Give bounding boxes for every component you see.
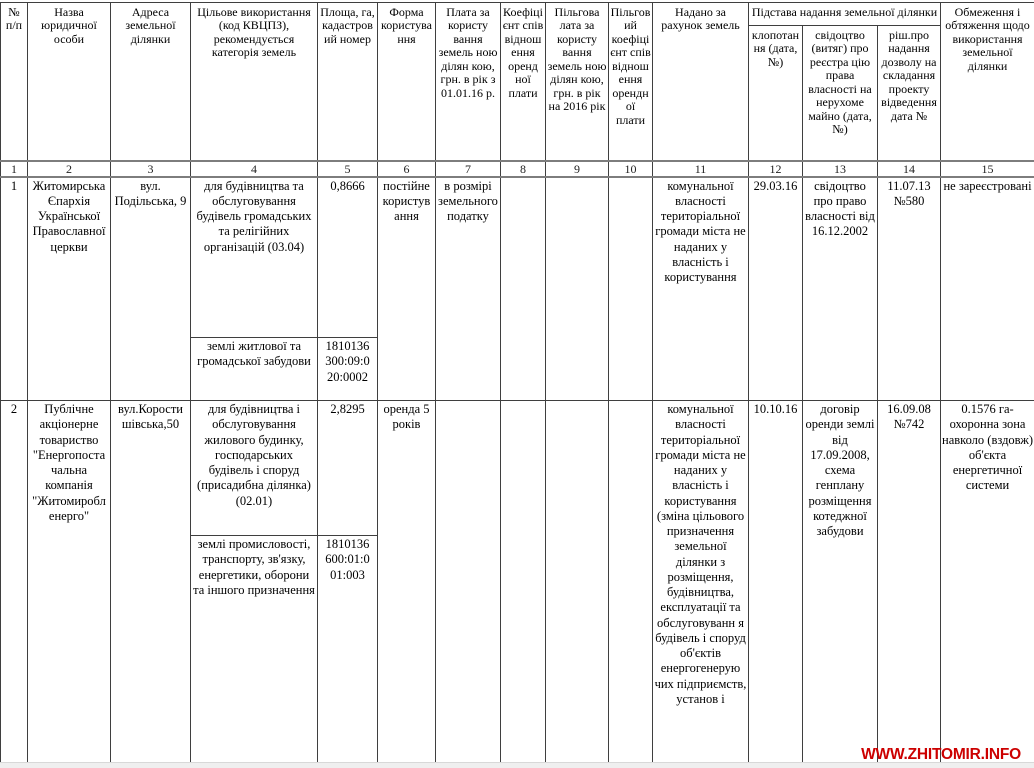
table-row — [1, 177, 1034, 338]
table-row — [1, 401, 1034, 536]
row2-number-cell: 2 — [1, 401, 28, 763]
column-numbers-row — [1, 161, 1034, 177]
row2-benefit-coefficient-cell — [609, 401, 653, 763]
col-header-permit-decision: ріш.про надання дозволу на складання проекту відведення дата № — [878, 26, 941, 161]
col-header-certificate: свідоцтво (витяг) про реєстра цію права власності на нерухоме майно (дата, №) — [803, 26, 878, 161]
col-header-granted-from: Надано за рахунок земель — [653, 3, 749, 161]
column-number-9: 9 — [546, 161, 609, 177]
row2-petition-cell: 10.10.16 — [749, 401, 803, 763]
row1-cadastral-cell: 1810136 300:09:0 20:0002 — [318, 338, 378, 401]
land-parcels-table — [0, 2, 1034, 763]
row1-area-cell: 0,8666 — [318, 177, 378, 338]
col-header-benefit-coefficient: Пільгов ий коефіці єнт спів віднош ення орендн ої плати — [609, 3, 653, 161]
column-number-11: 11 — [653, 161, 749, 177]
row1-coefficient-cell — [501, 177, 546, 401]
row1-certificate-cell: свідоцтво про право власності від 16.12.2002 — [803, 177, 878, 401]
col-header-payment: Плата за користу вання земель ною ділян кою, грн. в рік з 01.01.16 р. — [436, 3, 501, 161]
column-number-14: 14 — [878, 161, 941, 177]
col-header-legal-entity: Назва юридичної особи — [28, 3, 111, 161]
row1-payment-cell: в розмірі земельного податку — [436, 177, 501, 401]
row2-permit-decision-cell: 16.09.08 №742 — [878, 401, 941, 763]
row2-purpose-cell: для будівництва і обслуговування жилового будинку, господарських будівель і споруд (присадибна ділянка) (02.01) — [191, 401, 318, 536]
row2-coefficient-cell — [501, 401, 546, 763]
row2-payment-cell — [436, 401, 501, 763]
column-number-8: 8 — [501, 161, 546, 177]
col-header-usage-form: Форма користува ння — [378, 3, 436, 161]
column-number-10: 10 — [609, 161, 653, 177]
column-number-15: 15 — [941, 161, 1034, 177]
row2-benefit-payment-cell — [546, 401, 609, 763]
row1-usage-form-cell: постійне користув ання — [378, 177, 436, 401]
row1-legal-entity-cell: Житомирська Єпархія Української Православної церкви — [28, 177, 111, 401]
row2-area-cell: 2,8295 — [318, 401, 378, 536]
col-header-petition: клопотан ня (дата, №) — [749, 26, 803, 161]
row1-address-cell: вул. Подільська, 9 — [111, 177, 191, 401]
col-header-purpose: Цільове використання (код КВЦПЗ), рекомендується категорія земель — [191, 3, 318, 161]
row2-granted-from-cell: комунальної власності територіальної громади міста не наданих у власність і користування (зміна цільового призначення земельної ділянки з розміщення, будівництва, експлуатації та обслуговуванн я будівель і споруд об'єктів енергогенерую чих підприємств, установ і — [653, 401, 749, 763]
site-watermark: WWW.ZHITOMIR.INFO — [861, 746, 1021, 763]
column-number-7: 7 — [436, 161, 501, 177]
row1-purpose-cell: для будівництва та обслуговування будівель громадських та релігійних організацій (03.04) — [191, 177, 318, 338]
row1-number-cell: 1 — [1, 177, 28, 401]
col-header-address: Адреса земельної ділянки — [111, 3, 191, 161]
col-group-header-grounds: Підстава надання земельної ділянки — [749, 3, 941, 26]
row1-granted-from-cell: комунальної власності територіальної громади міста не наданих у власність і користування — [653, 177, 749, 401]
column-number-12: 12 — [749, 161, 803, 177]
row2-cadastral-cell: 1810136 600:01:0 01:003 — [318, 536, 378, 763]
row2-certificate-cell: договір оренди землі від 17.09.2008, схема генплану розміщення котеджної забудови — [803, 401, 878, 763]
col-header-benefit-payment: Пільгова лата за користу вання земель ною ділян кою, грн. в рік на 2016 рік — [546, 3, 609, 161]
column-number-2: 2 — [28, 161, 111, 177]
column-number-6: 6 — [378, 161, 436, 177]
row1-petition-cell: 29.03.16 — [749, 177, 803, 401]
col-header-area-cadastral: Площа, га, кадастров ий номер — [318, 3, 378, 161]
row2-land-category-cell: землі промисловості, транспорту, зв'язку, енергетики, оборони та іншого призначення — [191, 536, 318, 763]
row2-restrictions-cell: 0.1576 га-охоронна зона навколо (вздовж) об'єкта енергетичної системи — [941, 401, 1034, 763]
col-header-row-number: № п/п — [1, 3, 28, 161]
column-number-3: 3 — [111, 161, 191, 177]
col-header-restrictions: Обмеження і обтяження щодо використання земельної ділянки — [941, 3, 1034, 161]
row2-address-cell: вул.Корости шівська,50 — [111, 401, 191, 763]
row2-legal-entity-cell: Публічне акціонерне товариство "Енергопоста чальна компанія "Житомиробл енерго" — [28, 401, 111, 763]
row1-benefit-payment-cell — [546, 177, 609, 401]
column-number-5: 5 — [318, 161, 378, 177]
row1-land-category-cell: землі житлової та громадської забудови — [191, 338, 318, 401]
column-number-13: 13 — [803, 161, 878, 177]
col-header-coefficient: Коефіці єнт спів віднош ення оренд ної плати — [501, 3, 546, 161]
column-number-4: 4 — [191, 161, 318, 177]
row1-benefit-coefficient-cell — [609, 177, 653, 401]
row1-permit-decision-cell: 11.07.13 №580 — [878, 177, 941, 401]
row1-restrictions-cell: не зареєстровані — [941, 177, 1034, 401]
column-number-1: 1 — [1, 161, 28, 177]
row2-usage-form-cell: оренда 5 років — [378, 401, 436, 763]
